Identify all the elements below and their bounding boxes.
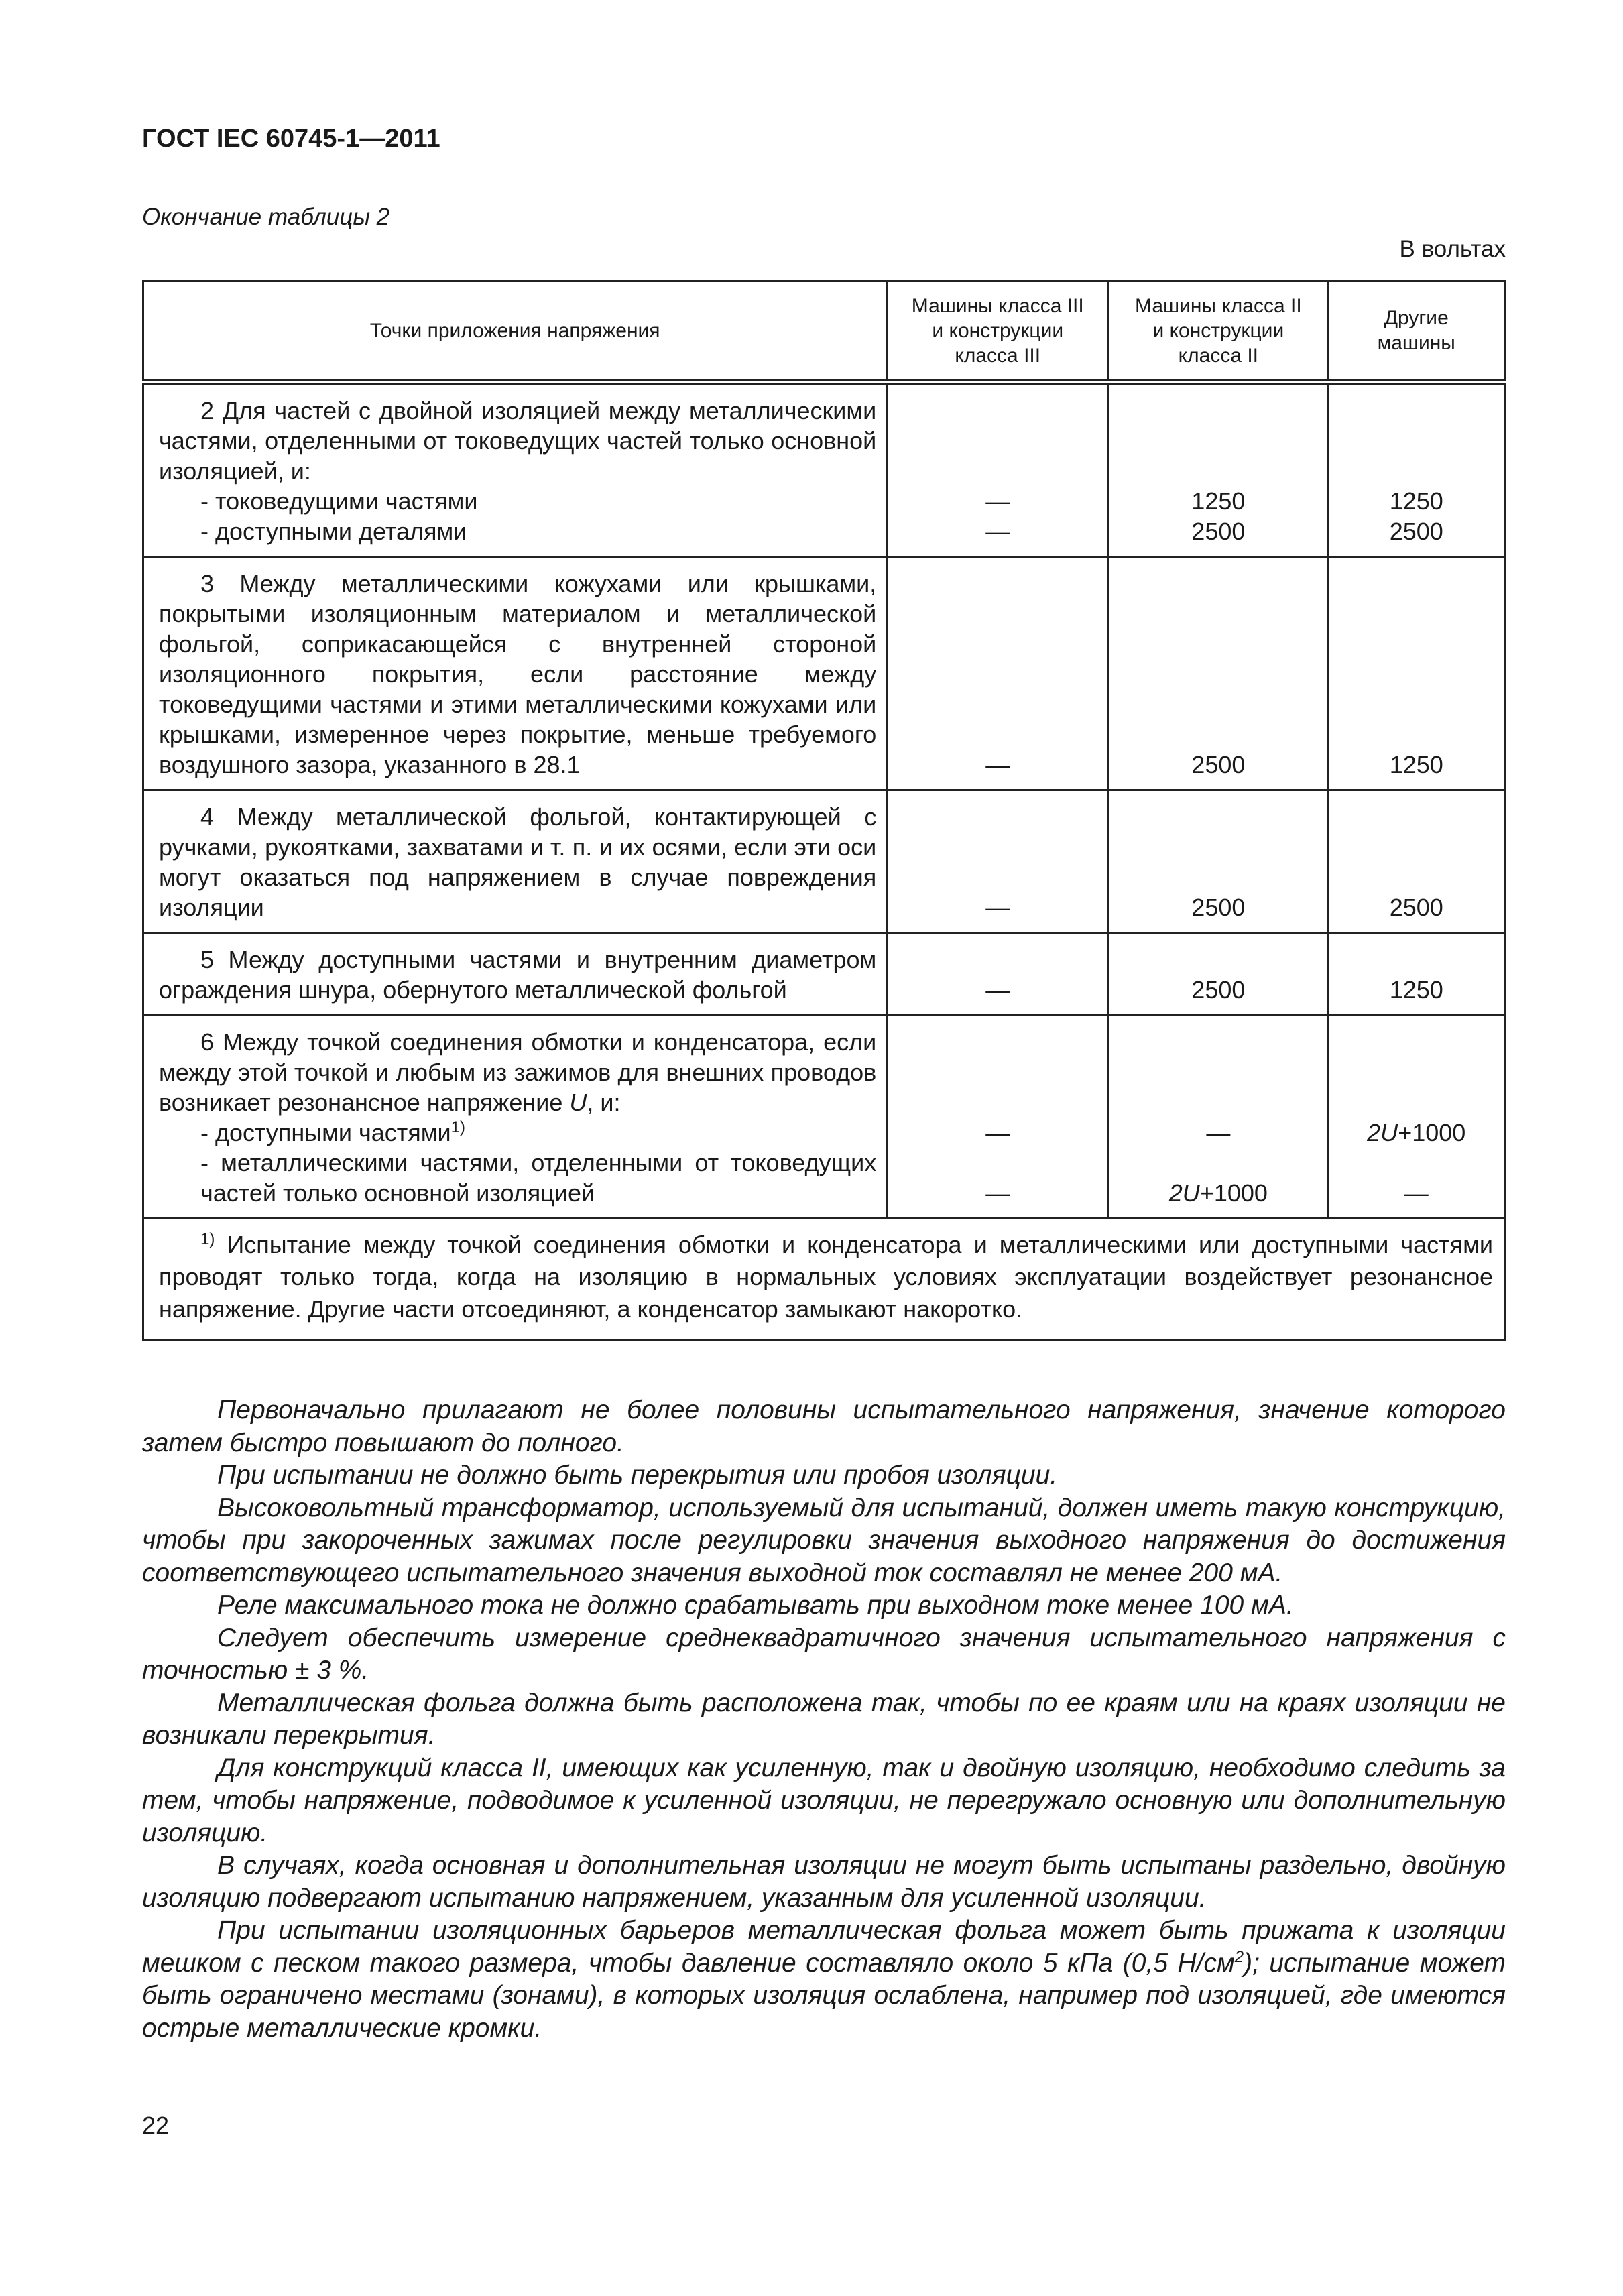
- paragraph: Реле максимального тока не должно срабатывать при выходном токе менее 100 мА.: [217, 1591, 1294, 1620]
- paragraph: Следует обеспечить измерение среднеквадратичного значения испытательного напряжения с точностью ± 3 %.: [142, 1623, 1506, 1685]
- row-5-class3: —: [887, 933, 1109, 1016]
- paragraph: Высоковольтный трансформатор, используемый для испытаний, должен иметь такую конструкцию, чтобы при закороченных зажимах после регулировки значения выходного напряжения до достижения соответствующего испытательного значения выходной ток составлял не менее 200 мА.: [142, 1493, 1506, 1587]
- row-3-description: 3 Между металлическими кожухами или крышками, покрытыми изоляционным материалом и металлической фольгой, соприкасающейся с внутренней стороной изоляционного покрытия, если расстояние между токоведущими частями и этими металлическими кожухами или крышками, измеренное через покрытие, меньше требуемого воздушного зазора, указанного в 28.1: [143, 557, 887, 790]
- table-footnote-row: [143, 1219, 1505, 1340]
- header-class2: Машины класса II и конструкции класса II: [1109, 282, 1328, 382]
- row-2-description: 2 Для частей с двойной изоляцией между металлическими частями, отделенными от токоведущих частей только основной изоляцией, и: - токоведущими частями - доступными деталями: [143, 382, 887, 557]
- paragraph: При испытании не должно быть перекрытия или пробоя изоляции.: [217, 1461, 1058, 1490]
- page-number: 22: [142, 2112, 170, 2139]
- units-label: В вольтах: [1399, 236, 1506, 262]
- row-4-class3: —: [887, 790, 1109, 933]
- row-5-class2: 2500: [1109, 933, 1328, 1016]
- paragraph: В случаях, когда основная и дополнительная изоляции не могут быть испытаны раздельно, двойную изоляцию подвергают испытанию напряжением, указанным для усиленной изоляции.: [142, 1851, 1506, 1913]
- row-4-class2: 2500: [1109, 790, 1328, 933]
- table-row: [143, 933, 1505, 1016]
- paragraph: При испытании изоляционных барьеров металлическая фольга может быть прижата к изоляции мешком с песком такого размера, чтобы давление составляло около 5 кПа (0,5 $Н/см^2$); испытание может быть ограничено местами (зонами), в которых изоляция ослаблена, например под изоляцией, где имеются острые металлические кромки.: [142, 1916, 1506, 2043]
- table-row: [143, 557, 1505, 790]
- table-row: [143, 1016, 1505, 1219]
- table-caption: Окончание таблицы 2: [142, 204, 390, 230]
- row-6-description: 6 Между точкой соединения обмотки и конденсатора, если между этой точкой и любым из зажимов для внешних проводов возникает резонансное напряжение U, и: - доступными частями$^{1)}$ - металлическими частями, отделенными от токоведущих частей только основной изоляцией: [143, 1016, 887, 1219]
- table-footnote: $^{1)}$ Испытание между точкой соединения обмотки и конденсатора и металлическими или доступными частями проводят только тогда, когда на изоляцию в нормальных условиях эксплуатации воздействует резонансное напряжение. Другие части отсоединяют, а конденсатор замыкают накоротко.: [143, 1219, 1505, 1340]
- row-4-other: 2500: [1328, 790, 1505, 933]
- row-3-class2: 2500: [1109, 557, 1328, 790]
- row-4-description: 4 Между металлической фольгой, контактирующей с ручками, рукоятками, захватами и т. п. и их осями, если эти оси могут оказаться под напряжением в случае повреждения изоляции: [143, 790, 887, 933]
- row-2-other: 1250 2500: [1328, 382, 1505, 557]
- document-header: ГОСТ IEC 60745-1—2011: [142, 125, 440, 153]
- paragraph: Металлическая фольга должна быть расположена так, чтобы по ее краям или на краях изоляции не возникали перекрытия.: [142, 1688, 1506, 1750]
- voltage-table: [142, 280, 1506, 1341]
- header-class3: Машины класса III и конструкции класса III: [887, 282, 1109, 382]
- header-other: Другие машины: [1328, 282, 1505, 382]
- paragraph: Для конструкций класса II, имеющих как усиленную, так и двойную изоляцию, необходимо следить за тем, чтобы напряжение, подводимое к усиленной изоляции, не перегружало основную или дополнительную изоляцию.: [142, 1753, 1506, 1848]
- row-2-class2: 1250 2500: [1109, 382, 1328, 557]
- row-3-class3: —: [887, 557, 1109, 790]
- row-5-description: 5 Между доступными частями и внутренним диаметром ограждения шнура, обернутого металлической фольгой: [143, 933, 887, 1016]
- row-5-other: 1250: [1328, 933, 1505, 1016]
- header-points: Точки приложения напряжения: [143, 282, 887, 382]
- row-6-class2: — 2U+1000: [1109, 1016, 1328, 1219]
- table-row: [143, 790, 1505, 933]
- row-6-class3: — —: [887, 1016, 1109, 1219]
- paragraph: Первоначально прилагают не более половины испытательного напряжения, значение которого затем быстро повышают до полного.: [142, 1396, 1506, 1457]
- row-3-other: 1250: [1328, 557, 1505, 790]
- table-row: [143, 382, 1505, 557]
- row-6-other: 2U+1000 —: [1328, 1016, 1505, 1219]
- row-2-class3: — —: [887, 382, 1109, 557]
- table-header-row: [143, 282, 1505, 382]
- body-text: [142, 1394, 1506, 2045]
